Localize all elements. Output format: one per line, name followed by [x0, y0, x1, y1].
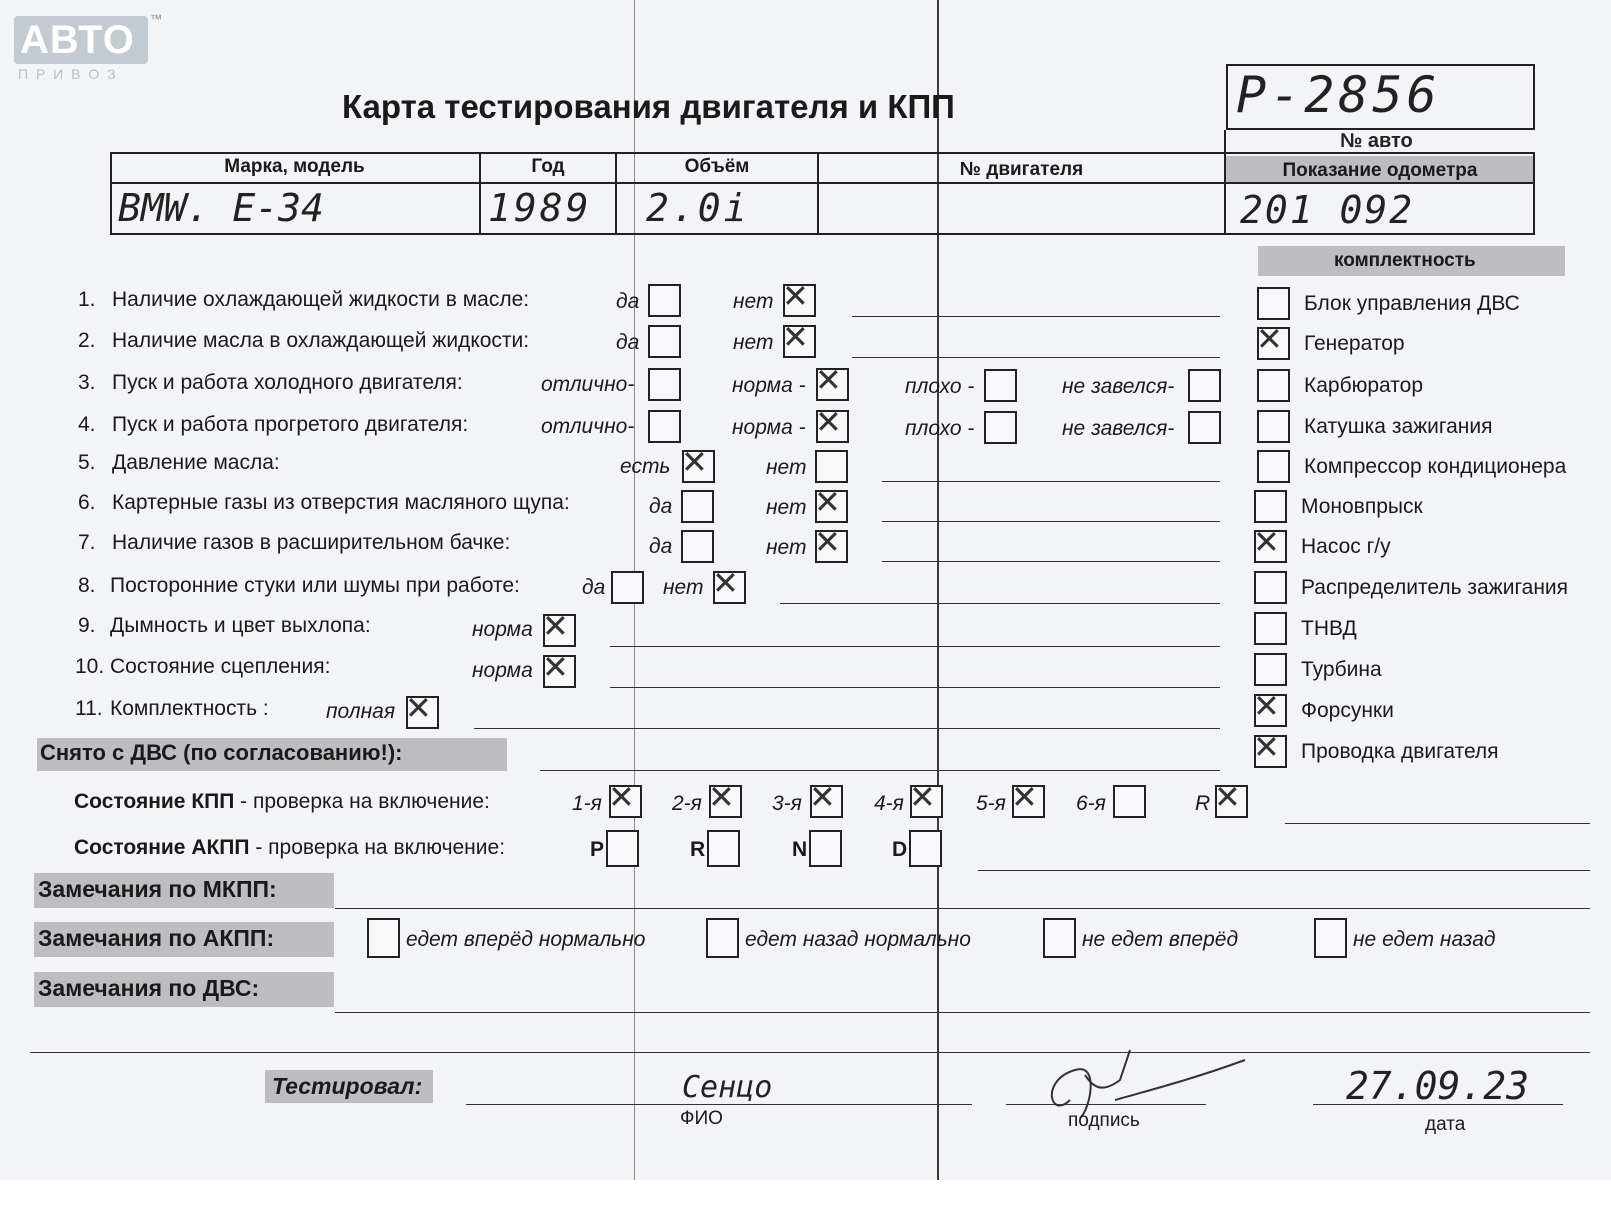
date-label: дата: [1425, 1114, 1466, 1135]
q10-number: 10.: [75, 655, 105, 678]
akpp-label-bold: Состояние АКПП: [74, 836, 250, 859]
q6-yes-label: да: [649, 495, 673, 518]
check-mark: ✕: [782, 277, 809, 315]
remarks-akpp-label: Замечания по АКПП:: [38, 925, 275, 951]
akpp-remark-label: не едет назад: [1353, 928, 1496, 951]
akpp-position-label: P: [590, 838, 605, 861]
q11-note-line: [474, 728, 1220, 729]
kpp-gear-label: 4-я: [874, 792, 904, 815]
kit-item-checkbox[interactable]: [1257, 450, 1290, 483]
check-mark: ✕: [405, 689, 432, 727]
kpp-label-rest: - проверка на включение:: [234, 790, 490, 813]
q3-excellent-checkbox[interactable]: [648, 368, 681, 401]
check-mark: ✕: [712, 564, 739, 602]
fio-value: Сенцо: [682, 1070, 773, 1105]
akpp-position-checkbox[interactable]: [809, 830, 842, 867]
kit-item-checkbox[interactable]: [1254, 571, 1287, 604]
q11-full-label: полная: [326, 700, 396, 723]
col-year-header: Год: [531, 156, 565, 177]
kpp-gear-label: 6-я: [1076, 792, 1106, 815]
kpp-gear-label: 2-я: [672, 792, 702, 815]
remarks-dvs-line-2: [30, 1052, 1590, 1053]
kit-item-checkbox[interactable]: [1257, 369, 1290, 402]
kit-item-label: Форсунки: [1301, 699, 1394, 722]
akpp-remark-checkbox[interactable]: [1043, 918, 1076, 958]
q7-yes-label: да: [649, 535, 673, 558]
q2-label: Наличие масла в охлаждающей жидкости:: [112, 329, 530, 352]
kit-item-label: Компрессор кондиционера: [1304, 455, 1567, 478]
fio-label: ФИО: [680, 1108, 723, 1129]
check-mark: ✕: [814, 523, 841, 561]
remarks-dvs-label: Замечания по ДВС:: [38, 975, 260, 1001]
kpp-gear-checkbox[interactable]: [809, 778, 843, 818]
q5-no-checkbox[interactable]: [815, 450, 848, 483]
q5-note-line: [882, 481, 1220, 482]
kpp-gear-checkbox[interactable]: [608, 778, 642, 818]
q6-no-checkbox[interactable]: [814, 483, 848, 523]
q6-label: Картерные газы из отверстия масляного щупа:: [112, 491, 570, 514]
auto-number-value: Р-2856: [1236, 66, 1441, 124]
q9-normal-label: норма: [472, 618, 533, 641]
check-mark: ✕: [608, 778, 635, 816]
q3-number: 3.: [78, 371, 96, 394]
make-model-value: BMW. E-34: [118, 186, 324, 230]
q1-yes-checkbox[interactable]: [648, 284, 681, 317]
kit-item-label: ТНВД: [1301, 617, 1357, 640]
akpp-remark-checkbox[interactable]: [706, 918, 739, 958]
col-odometer-header: Показание одометра: [1282, 160, 1478, 181]
avtoprivoz-logo: [14, 16, 148, 64]
akpp-remark-label: едет назад нормально: [745, 928, 971, 951]
q8-number: 8.: [78, 574, 96, 597]
q8-yes-checkbox[interactable]: [611, 571, 644, 604]
volume-value: 2.0i: [646, 186, 750, 230]
removed-note-line: [540, 770, 1220, 771]
kit-item-checkbox[interactable]: [1254, 490, 1287, 523]
q8-yes-label: да: [582, 576, 606, 599]
q4-nostart-label: не завелся-: [1062, 417, 1175, 440]
check-mark: ✕: [782, 318, 809, 356]
kit-item-label: Насос г/у: [1301, 535, 1391, 558]
q4-excellent-checkbox[interactable]: [648, 410, 681, 443]
akpp-remark-checkbox[interactable]: [367, 918, 400, 958]
check-mark: ✕: [1214, 778, 1241, 816]
odometer-value: 201 092: [1240, 188, 1415, 232]
q10-label: Состояние сцепления:: [110, 655, 331, 678]
q1-no-checkbox[interactable]: [782, 277, 816, 317]
tested-label: Тестировал:: [272, 1073, 423, 1099]
q6-number: 6.: [78, 491, 96, 514]
col-volume-header: Объём: [684, 156, 750, 177]
q3-nostart-label: не завелся-: [1062, 375, 1175, 398]
akpp-label-rest: - проверка на включение:: [249, 836, 506, 859]
header-table-divider: [110, 182, 1535, 184]
check-mark: ✕: [809, 778, 836, 816]
akpp-position-checkbox[interactable]: [909, 830, 942, 867]
q5-no-label: нет: [766, 456, 807, 479]
remarks-mkpp-label: Замечания по МКПП:: [38, 876, 277, 902]
kpp-gear-label: 1-я: [572, 792, 602, 815]
q10-normal-checkbox[interactable]: [542, 648, 576, 688]
q2-number: 2.: [78, 329, 96, 352]
q11-full-checkbox[interactable]: [405, 689, 439, 729]
q3-label: Пуск и работа холодного двигателя:: [112, 371, 463, 394]
q6-yes-checkbox[interactable]: [681, 490, 714, 523]
kpp-label: [74, 790, 490, 814]
q11-number: 11.: [75, 697, 103, 720]
kpp-gear-label: 3-я: [772, 792, 802, 815]
q1-no-label: нет: [733, 290, 774, 313]
q3-bad-checkbox[interactable]: [984, 369, 1017, 402]
check-mark: ✕: [1253, 728, 1280, 766]
check-mark: ✕: [542, 648, 569, 686]
q10-normal-label: норма: [472, 659, 533, 682]
q4-nostart-checkbox[interactable]: [1188, 411, 1221, 444]
kit-item-label: Проводка двигателя: [1301, 740, 1499, 763]
q3-bad-label: плохо -: [905, 375, 975, 398]
removed-from-engine-label: Снято с ДВС (по согласованию!):: [40, 740, 403, 765]
q2-no-label: нет: [733, 331, 774, 354]
q9-note-line: [610, 646, 1220, 647]
akpp-remark-label: не едет вперёд: [1082, 928, 1239, 951]
kpp-gear-checkbox[interactable]: [1214, 778, 1248, 818]
logo-subtext: П Р И В О З: [18, 66, 118, 82]
check-mark: ✕: [708, 778, 735, 816]
q3-nostart-checkbox[interactable]: [1188, 369, 1221, 402]
kit-item-label: Блок управления ДВС: [1304, 292, 1520, 315]
q4-label: Пуск и работа прогретого двигателя:: [112, 413, 469, 436]
date-value: 27.09.23: [1346, 1064, 1530, 1108]
q9-normal-checkbox[interactable]: [542, 607, 576, 647]
check-mark: ✕: [681, 443, 708, 481]
akpp-note-line: [978, 870, 1590, 871]
kit-item-checkbox[interactable]: [1253, 687, 1287, 727]
q3-excellent-label: отлично-: [541, 373, 635, 396]
q4-normal-checkbox[interactable]: [815, 403, 849, 443]
q10-note-line: [610, 687, 1220, 688]
q3-normal-label: норма -: [732, 374, 806, 397]
akpp-position-checkbox[interactable]: [606, 830, 639, 867]
akpp-position-label: R: [690, 838, 706, 861]
q1-label: Наличие охлаждающей жидкости в масле:: [112, 288, 530, 311]
q4-bad-checkbox[interactable]: [984, 411, 1017, 444]
kpp-label-bold: Состояние КПП: [74, 790, 235, 813]
akpp-position-label: D: [892, 838, 908, 861]
q6-no-label: нет: [766, 496, 807, 519]
logo-text: АВТО: [20, 18, 135, 62]
col-divider-odometer: [1224, 130, 1226, 235]
kit-item-checkbox[interactable]: [1254, 612, 1287, 645]
q4-excellent-label: отлично-: [541, 415, 635, 438]
check-mark: ✕: [815, 403, 842, 441]
q5-yes-checkbox[interactable]: [681, 443, 715, 483]
q5-yes-label: есть: [620, 455, 671, 478]
auto-number-label: № авто: [1340, 130, 1413, 152]
remarks-dvs-line-1: [335, 1012, 1590, 1013]
remarks-mkpp-line: [335, 908, 1590, 909]
kit-item-label: Катушка зажигания: [1304, 415, 1493, 438]
q5-label: Давление масла:: [112, 451, 280, 474]
col-make-header: Марка, модель: [224, 156, 365, 177]
kit-item-label: Распределитель зажигания: [1301, 576, 1569, 599]
q4-bad-label: плохо -: [905, 417, 975, 440]
q7-yes-checkbox[interactable]: [681, 530, 714, 563]
kit-item-checkbox[interactable]: [1253, 523, 1287, 563]
q8-no-checkbox[interactable]: [712, 564, 746, 604]
q2-yes-label: да: [616, 331, 640, 354]
q11-label: Комплектность :: [110, 697, 269, 720]
q1-note-line: [852, 316, 1220, 317]
kpp-note-line: [1285, 823, 1590, 824]
q8-label: Посторонние стуки или шумы при работе:: [110, 574, 520, 597]
col-engine-number-header: № двигателя: [959, 159, 1084, 180]
kpp-gear-label: 5-я: [976, 792, 1006, 815]
check-mark: ✕: [1256, 320, 1283, 358]
akpp-remark-label: едет вперёд нормально: [406, 928, 646, 951]
signature-label: подпись: [1068, 1110, 1140, 1131]
kit-item-label: Моновпрыск: [1301, 495, 1423, 518]
q4-number: 4.: [78, 413, 96, 436]
q1-number: 1.: [78, 288, 96, 311]
signature-mark: [1030, 1040, 1250, 1130]
kit-item-checkbox[interactable]: [1253, 728, 1287, 768]
akpp-label: [74, 836, 505, 860]
q9-label: Дымность и цвет выхлопа:: [110, 614, 371, 637]
page-title: Карта тестирования двигателя и КПП: [342, 88, 955, 125]
kit-item-checkbox[interactable]: [1257, 410, 1290, 443]
q8-no-label: нет: [663, 576, 704, 599]
kit-title: комплектность: [1334, 250, 1476, 271]
q1-yes-label: да: [616, 290, 640, 313]
q2-note-line: [852, 357, 1220, 358]
q2-no-checkbox[interactable]: [782, 318, 816, 358]
kpp-gear-checkbox[interactable]: [708, 778, 742, 818]
q6-note-line: [882, 521, 1220, 522]
check-mark: ✕: [815, 361, 842, 399]
logo-tm: ™: [150, 12, 162, 26]
q9-number: 9.: [78, 614, 96, 637]
kpp-gear-checkbox[interactable]: [1011, 778, 1045, 818]
kit-item-label: Карбюратор: [1304, 374, 1424, 397]
q4-normal-label: норма -: [732, 416, 806, 439]
kit-item-checkbox[interactable]: [1256, 320, 1290, 360]
kit-item-label: Генератор: [1304, 332, 1405, 355]
akpp-remark-checkbox[interactable]: [1314, 918, 1347, 958]
akpp-position-label: N: [792, 838, 808, 861]
check-mark: ✕: [1011, 778, 1038, 816]
q2-yes-checkbox[interactable]: [648, 325, 681, 358]
check-mark: ✕: [542, 607, 569, 645]
q3-normal-checkbox[interactable]: [815, 361, 849, 401]
kpp-gear-checkbox[interactable]: [909, 778, 943, 818]
check-mark: ✕: [909, 778, 936, 816]
q5-number: 5.: [78, 451, 96, 474]
q7-note-line: [882, 561, 1220, 562]
q7-label: Наличие газов в расширительном бачке:: [112, 531, 511, 554]
kit-item-checkbox[interactable]: [1254, 653, 1287, 686]
check-mark: ✕: [1253, 687, 1280, 725]
check-mark: ✕: [814, 483, 841, 521]
q7-no-checkbox[interactable]: [814, 523, 848, 563]
q7-no-label: нет: [766, 536, 807, 559]
q8-note-line: [780, 603, 1220, 604]
kit-item-checkbox[interactable]: [1257, 287, 1290, 320]
check-mark: ✕: [1253, 523, 1280, 561]
q7-number: 7.: [78, 531, 96, 554]
kit-item-label: Турбина: [1301, 658, 1382, 681]
year-value: 1989: [488, 186, 592, 230]
kpp-gear-checkbox[interactable]: [1113, 785, 1146, 818]
akpp-position-checkbox[interactable]: [707, 830, 740, 867]
kpp-gear-label: R: [1195, 792, 1211, 815]
